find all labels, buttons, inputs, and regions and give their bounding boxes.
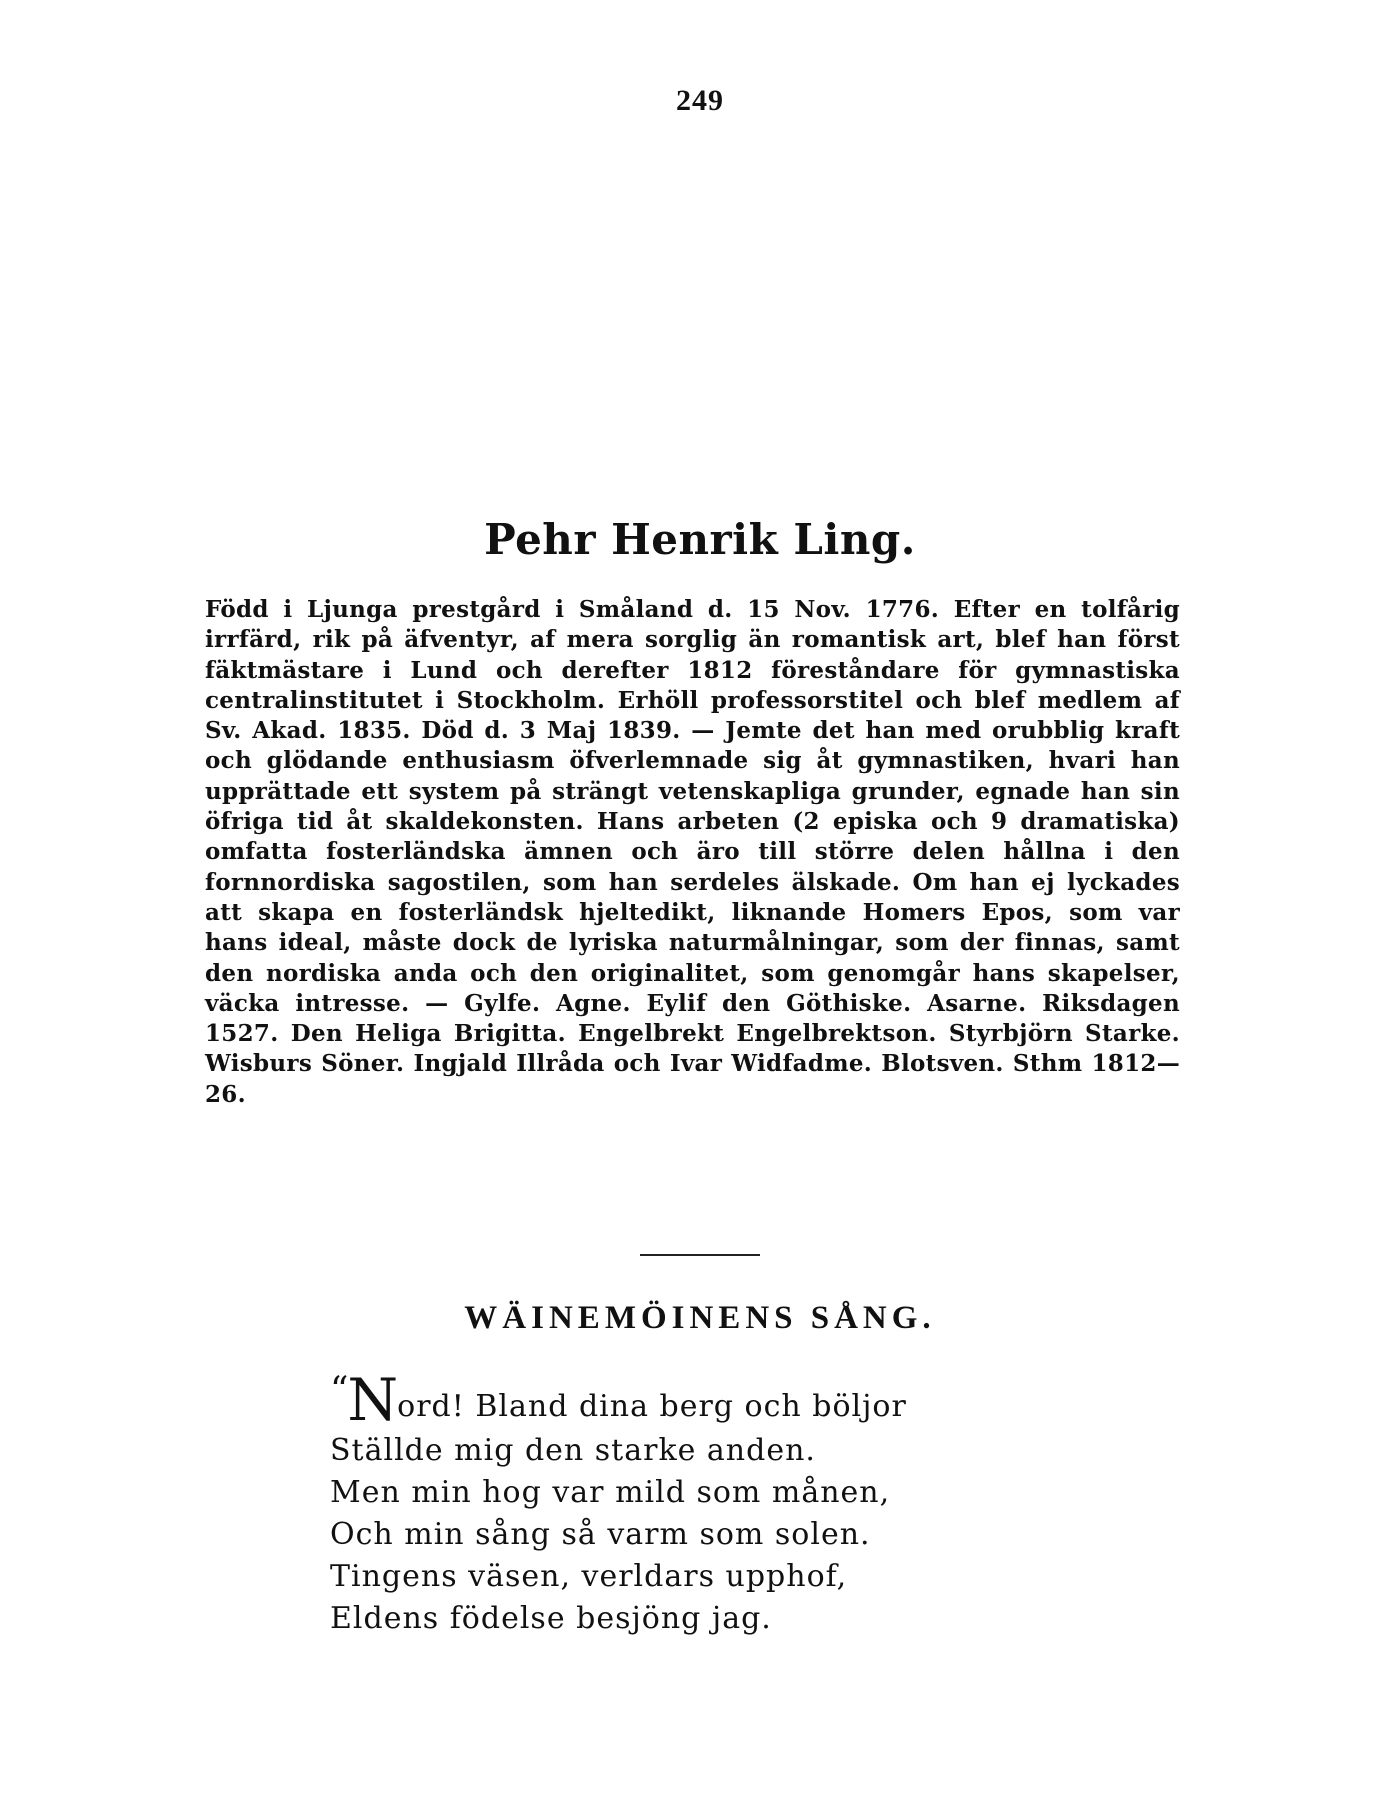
poem-title: WÄINEMÖINENS SÅNG. [464,1300,936,1336]
drop-cap-letter: N [347,1366,400,1434]
page-number: 249 [676,84,724,117]
opening-quote-mark: “ [330,1370,350,1411]
biography-text: Född i Ljunga prestgård i Småland d. 15 Nov. 1776. Efter en tolfårig irrfärd, rik på äfventyr, af mera sorglig än romantisk art, blef han först fäktmästare i Lund och derefter 1812 föreståndare för gymnastiska centralinstitutet i Stockholm. Erhöll professorstitel och blef medlem af Sv. Akad. 1835. Död d. 3 Maj 1839. — Jemte det han med orubblig kraft och glödande enthusiasm öfverlemnade sig åt gymnastiken, hvari han upprättade ett system på strängt vetenskapliga grunder, egnade han sin öfriga tid åt skaldekonsten. Hans arbeten (2 episka och 9 dramatiska) omfatta fosterländska ämnen och äro till större delen hållna i den fornnordiska sagostilen, som han serdeles älskade. Om han ej lyckades att skapa en fosterländsk hjeltedikt, liknande Homers Epos, som var hans ideal, måste dock de lyriska naturmålningar, som der finnas, samt den nordiska anda och den originalitet, som genomgår hans skapelser, väcka intresse. — Gylfe. Agne. Eylif den Göthiske. Asarne. Riksdagen 1527. Den Heliga Brigitta. Engelbrekt Engelbrektson. Styrbjörn Starke. Wisburs Söner. Ingjald Illråda och Ivar Widfadme. Blotsven. Sthm 1812—26. [205,596,1180,1108]
poem-line-1-text: ord! Bland dina berg och böljor [397,1389,907,1424]
section-divider [640,1254,760,1256]
poem-line-5: Tingens väsen, verldars upphof, [330,1559,848,1594]
poem-line-2: Ställde mig den starke anden. [330,1433,816,1468]
poem-line-3: Men min hog var mild som månen, [330,1475,891,1510]
poem-stanza [330,1366,1130,1640]
biography-title: Pehr Henrik Ling. [484,515,916,564]
poem-line-6: Eldens födelse besjöng jag. [330,1601,772,1636]
poem-line-4: Och min sång så varm som solen. [330,1517,871,1552]
poem-line-1 [330,1366,1130,1434]
